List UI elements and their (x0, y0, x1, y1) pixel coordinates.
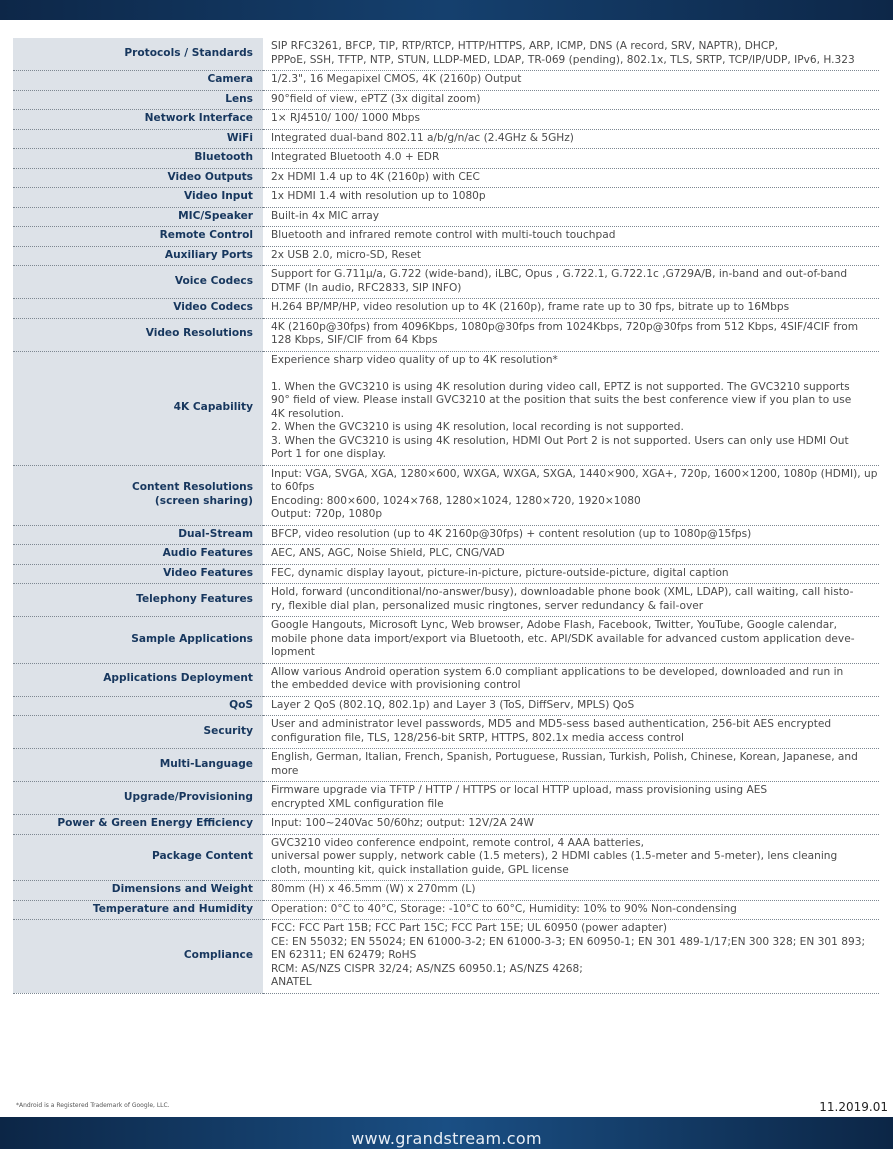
spec-table-body (13, 38, 879, 993)
spec-value: 2x USB 2.0, micro-SD, Reset (263, 246, 879, 266)
spec-label: Bluetooth (13, 149, 263, 169)
spec-row (13, 564, 879, 584)
spec-label: Security (13, 716, 263, 749)
spec-label: MIC/Speaker (13, 207, 263, 227)
spec-row (13, 920, 879, 994)
spec-row (13, 815, 879, 835)
spec-row (13, 266, 879, 299)
spec-label: Remote Control (13, 227, 263, 247)
spec-label: Applications Deployment (13, 663, 263, 696)
spec-label: WiFi (13, 129, 263, 149)
website-link[interactable]: www.grandstream.com (351, 1128, 542, 1148)
spec-row (13, 90, 879, 110)
spec-value: H.264 BP/MP/HP, video resolution up to 4K (2160p), frame rate up to 30 fps, bitrate up to 16Mbps (263, 299, 879, 319)
spec-value: Integrated Bluetooth 4.0 + EDR (263, 149, 879, 169)
spec-table (13, 38, 879, 994)
spec-label: Voice Codecs (13, 266, 263, 299)
spec-value: AEC, ANS, AGC, Noise Shield, PLC, CNG/VAD (263, 545, 879, 565)
spec-label: Video Outputs (13, 168, 263, 188)
spec-value: GVC3210 video conference endpoint, remote control, 4 AAA batteries, universal power supply, network cable (1.5 meters), 2 HDMI cables (1.5-meter and 5-meter), lens cleaning cloth, mounting kit, quick installation guide, GPL license (263, 834, 879, 881)
spec-label: Dimensions and Weight (13, 881, 263, 901)
spec-value: Google Hangouts, Microsoft Lync, Web browser, Adobe Flash, Facebook, Twitter, YouTube, Google calendar, mobile phone data import/export via Bluetooth, etc. API/SDK available for advanced custom application deve- lopment (263, 617, 879, 664)
spec-row (13, 149, 879, 169)
spec-row (13, 207, 879, 227)
top-banner (0, 0, 893, 20)
spec-label: Lens (13, 90, 263, 110)
spec-row (13, 663, 879, 696)
spec-value: BFCP, video resolution (up to 4K 2160p@30fps) + content resolution (up to 1080p@15fps) (263, 525, 879, 545)
spec-value: 80mm (H) x 46.5mm (W) x 270mm (L) (263, 881, 879, 901)
spec-row (13, 299, 879, 319)
spec-row (13, 782, 879, 815)
spec-value: 1× RJ4510/ 100/ 1000 Mbps (263, 110, 879, 130)
spec-value: Firmware upgrade via TFTP / HTTP / HTTPS or local HTTP upload, mass provisioning using AES encrypted XML configuration file (263, 782, 879, 815)
spec-value: Hold, forward (unconditional/no-answer/busy), downloadable phone book (XML, LDAP), call waiting, call histo- ry, flexible dial plan, personalized music ringtones, server redundancy & fail-over (263, 584, 879, 617)
trademark-footnote: *Android is a Registered Trademark of Google, LLC. (16, 1102, 170, 1109)
spec-value: Input: VGA, SVGA, XGA, 1280×600, WXGA, WXGA, SXGA, 1440×900, XGA+, 720p, 1600×1200, 1080p (HDMI), up to 60fps Encoding: 800×600, 1024×768, 1280×1024, 1280×720, 1920×1080 Output: 720p, 1080p (263, 465, 879, 525)
spec-label: Temperature and Humidity (13, 900, 263, 920)
spec-value: Integrated dual-band 802.11 a/b/g/n/ac (2.4GHz & 5GHz) (263, 129, 879, 149)
spec-label: 4K Capability (13, 351, 263, 465)
spec-row (13, 749, 879, 782)
spec-value: English, German, Italian, French, Spanish, Portuguese, Russian, Turkish, Polish, Chinese, Korean, Japanese, and more (263, 749, 879, 782)
spec-label: Telephony Features (13, 584, 263, 617)
spec-value: Bluetooth and infrared remote control with multi-touch touchpad (263, 227, 879, 247)
spec-label: Package Content (13, 834, 263, 881)
spec-row (13, 188, 879, 208)
spec-value: 2x HDMI 1.4 up to 4K (2160p) with CEC (263, 168, 879, 188)
spec-value: Support for G.711µ/a, G.722 (wide-band), iLBC, Opus , G.722.1, G.722.1c ,G729A/B, in-band and out-of-band DTMF (In audio, RFC2833, SIP INFO) (263, 266, 879, 299)
spec-value: Experience sharp video quality of up to 4K resolution* 1. When the GVC3210 is using 4K resolution during video call, EPTZ is not supported. The GVC3210 supports 90° field of view. Please install GVC3210 at the position that suits the best conference view if you plan to use 4K resolution. 2. When the GVC3210 is using 4K resolution, local recording is not supported. 3. When the GVC3210 is using 4K resolution, HDMI Out Port 2 is not supported. Users can only use HDMI Out Port 1 for one display. (263, 351, 879, 465)
spec-row (13, 38, 879, 71)
spec-label: QoS (13, 696, 263, 716)
spec-value: User and administrator level passwords, MD5 and MD5-sess based authentication, 256-bit AES encrypted configuration file, TLS, 128/256-bit SRTP, HTTPS, 802.1x media access control (263, 716, 879, 749)
spec-label: Compliance (13, 920, 263, 994)
spec-value: Input: 100~240Vac 50/60hz; output: 12V/2A 24W (263, 815, 879, 835)
spec-row (13, 227, 879, 247)
spec-label: Protocols / Standards (13, 38, 263, 71)
spec-row (13, 525, 879, 545)
spec-value: 4K (2160p@30fps) from 4096Kbps, 1080p@30fps from 1024Kbps, 720p@30fps from 512 Kbps, 4SIF/4CIF from 128 Kbps, SIF/CIF from 64 Kbps (263, 318, 879, 351)
spec-label: Content Resolutions (screen sharing) (13, 465, 263, 525)
spec-value: 1x HDMI 1.4 with resolution up to 1080p (263, 188, 879, 208)
spec-value: Operation: 0°C to 40°C, Storage: -10°C to 60°C, Humidity: 10% to 90% Non-condensing (263, 900, 879, 920)
spec-value: 1/2.3", 16 Megapixel CMOS, 4K (2160p) Output (263, 71, 879, 91)
spec-row (13, 696, 879, 716)
bottom-banner (0, 1117, 893, 1149)
spec-row (13, 71, 879, 91)
spec-label: Auxiliary Ports (13, 246, 263, 266)
spec-label: Camera (13, 71, 263, 91)
spec-label: Upgrade/Provisioning (13, 782, 263, 815)
spec-row (13, 881, 879, 901)
spec-value: Allow various Android operation system 6.0 compliant applications to be developed, downloaded and run in the embedded device with provisioning control (263, 663, 879, 696)
spec-row (13, 129, 879, 149)
spec-value: 90°field of view, ePTZ (3x digital zoom) (263, 90, 879, 110)
spec-row (13, 900, 879, 920)
spec-label: Audio Features (13, 545, 263, 565)
spec-row (13, 834, 879, 881)
spec-value: SIP RFC3261, BFCP, TIP, RTP/RTCP, HTTP/HTTPS, ARP, ICMP, DNS (A record, SRV, NAPTR), DHCP, PPPoE, SSH, TFTP, NTP, STUN, LLDP-MED, LDAP, TR-069 (pending), 802.1x, TLS, SRTP, TCP/IP/UDP, IPv6, H.323 (263, 38, 879, 71)
document-version: 11.2019.01 (819, 1100, 888, 1114)
spec-row (13, 318, 879, 351)
spec-row (13, 168, 879, 188)
spec-label: Power & Green Energy Efficiency (13, 815, 263, 835)
spec-row (13, 246, 879, 266)
spec-value: Built-in 4x MIC array (263, 207, 879, 227)
spec-label: Video Resolutions (13, 318, 263, 351)
spec-label: Dual-Stream (13, 525, 263, 545)
spec-label: Video Features (13, 564, 263, 584)
spec-label: Video Codecs (13, 299, 263, 319)
spec-row (13, 716, 879, 749)
spec-label: Sample Applications (13, 617, 263, 664)
spec-row (13, 351, 879, 465)
spec-row (13, 465, 879, 525)
spec-row (13, 110, 879, 130)
spec-value: FEC, dynamic display layout, picture-in-picture, picture-outside-picture, digital caption (263, 564, 879, 584)
spec-value: Layer 2 QoS (802.1Q, 802.1p) and Layer 3 (ToS, DiffServ, MPLS) QoS (263, 696, 879, 716)
spec-row (13, 584, 879, 617)
spec-row (13, 617, 879, 664)
spec-label: Network Interface (13, 110, 263, 130)
spec-row (13, 545, 879, 565)
spec-label: Multi-Language (13, 749, 263, 782)
spec-value: FCC: FCC Part 15B; FCC Part 15C; FCC Part 15E; UL 60950 (power adapter) CE: EN 55032; EN 55024; EN 61000-3-2; EN 61000-3-3; EN 60950-1; EN 301 489-1/17;EN 300 328; EN 301 893; EN 62311; EN 62479; RoHS RCM: AS/NZS CISPR 32/24; AS/NZS 60950.1; AS/NZS 4268; ANATEL (263, 920, 879, 994)
spec-label: Video Input (13, 188, 263, 208)
